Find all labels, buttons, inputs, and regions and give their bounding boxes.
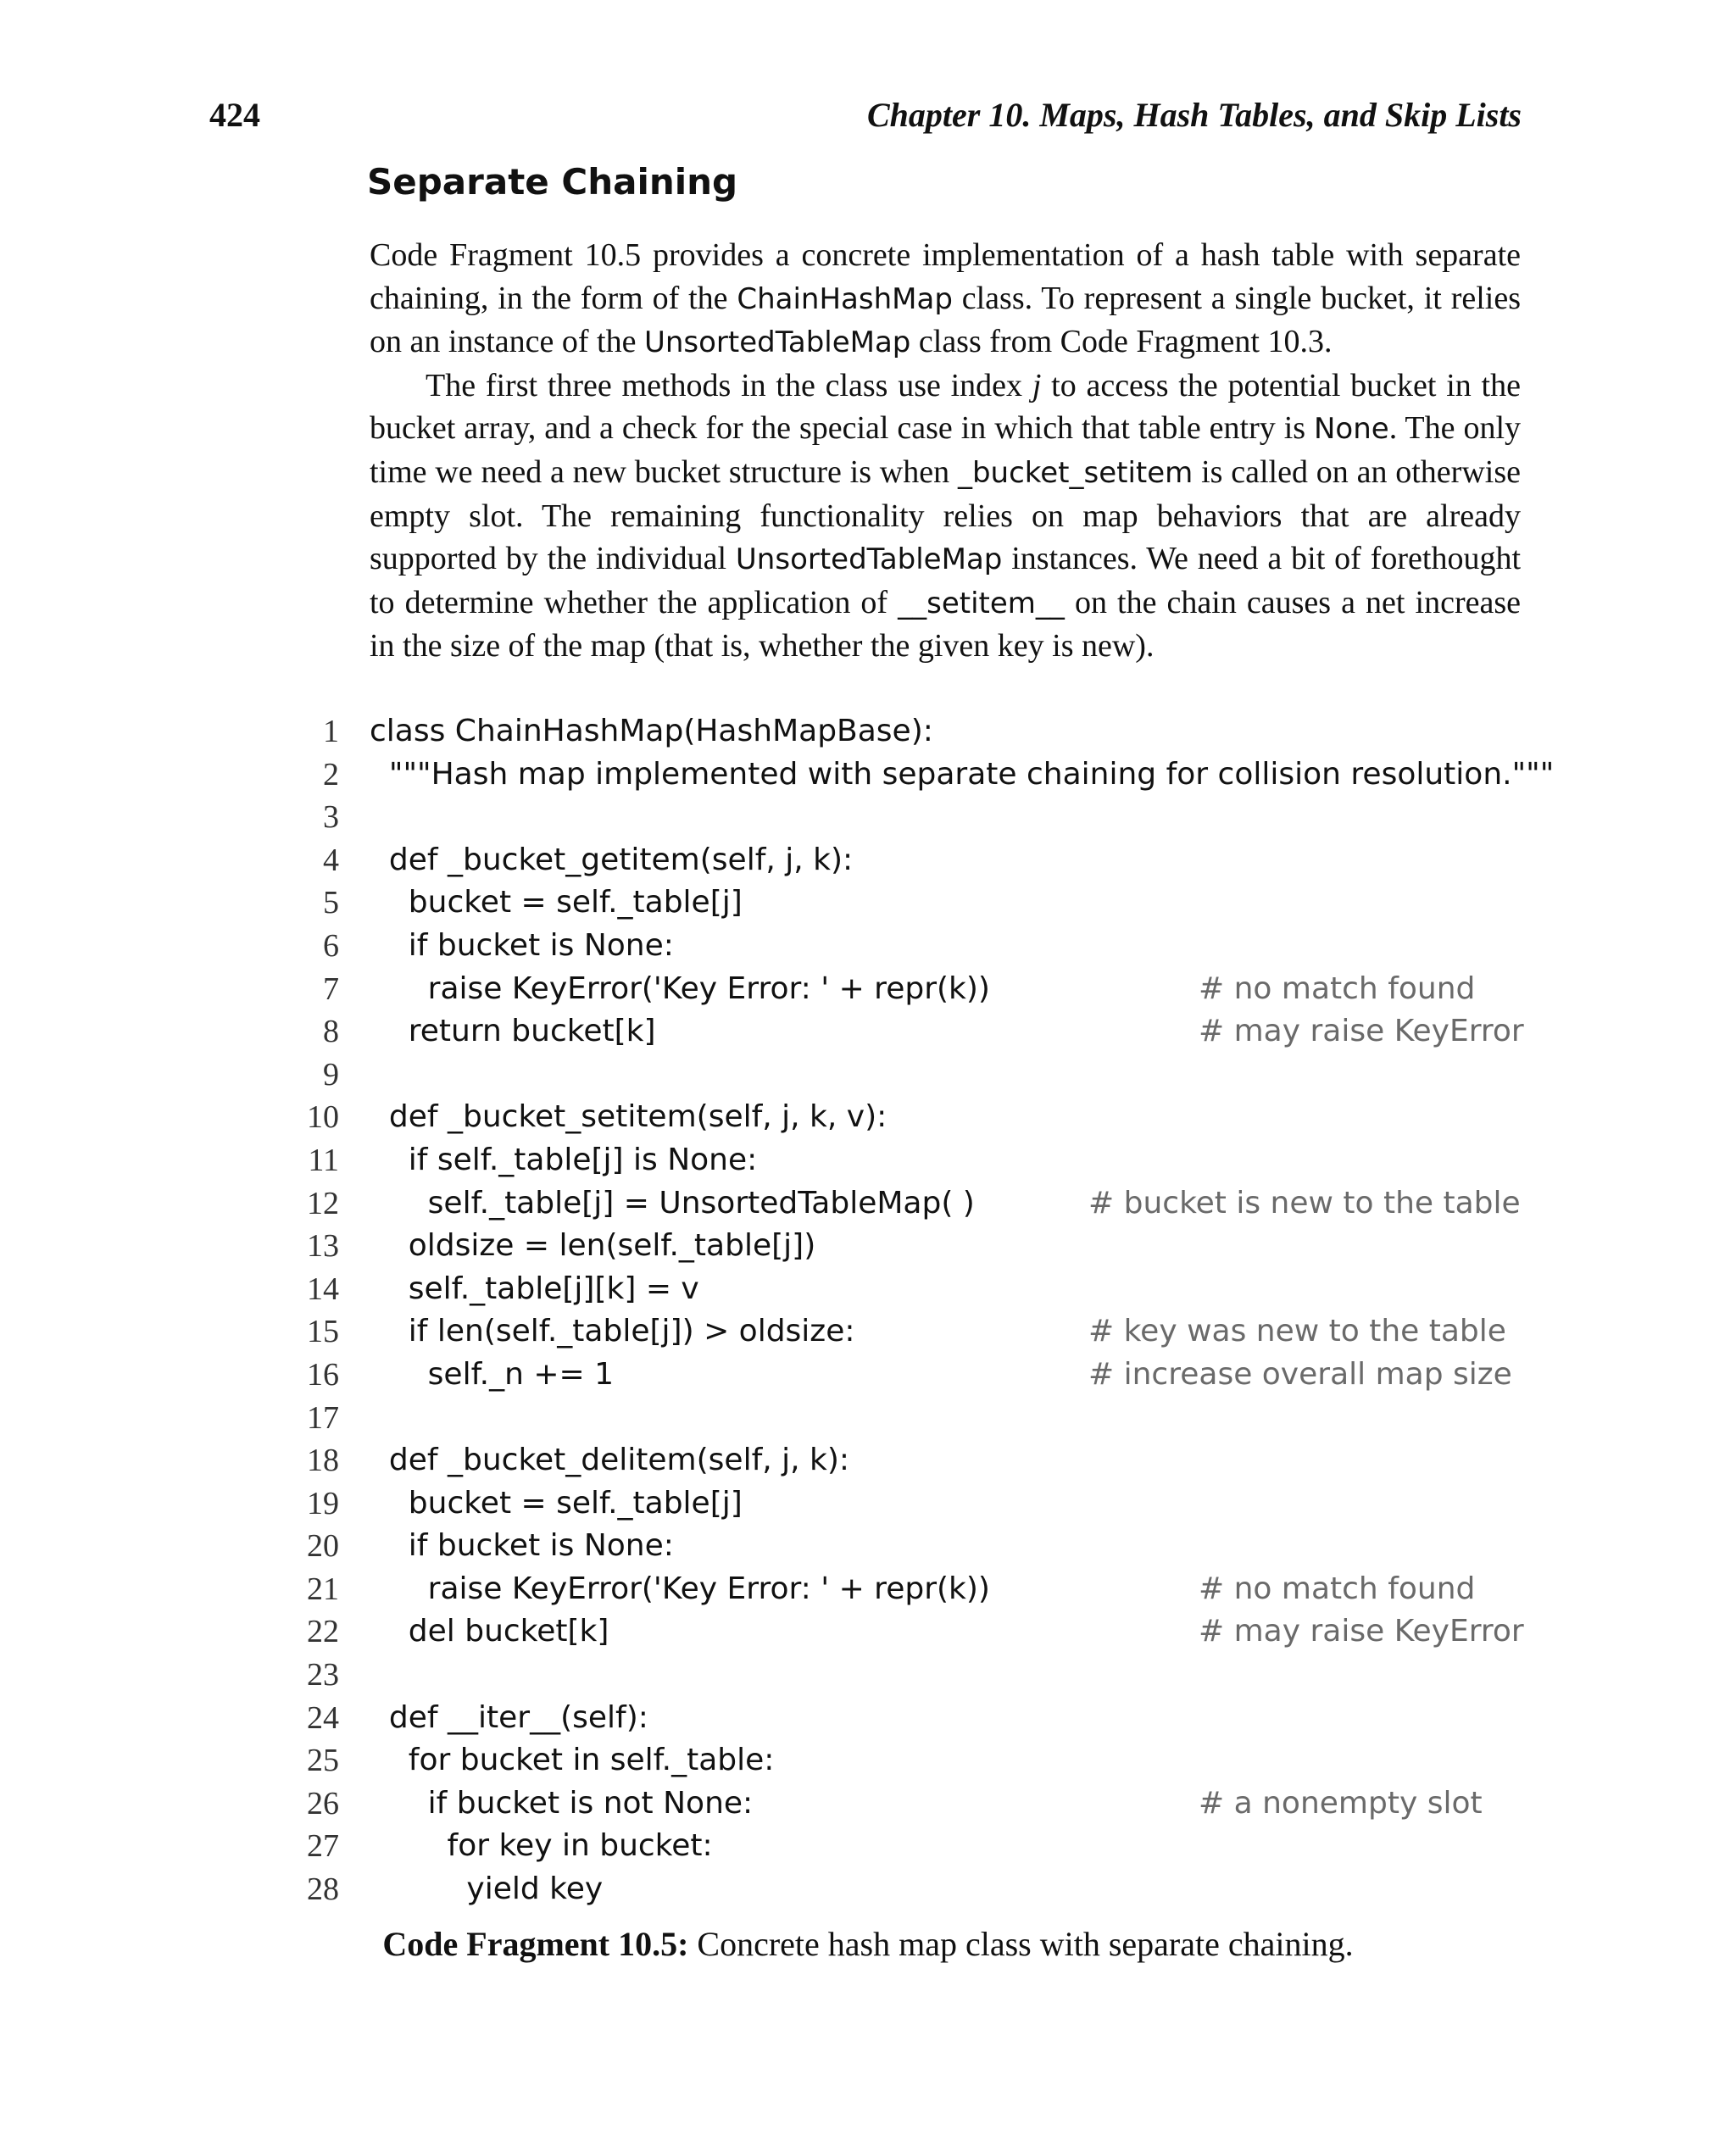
line-number: 24 <box>307 1699 339 1736</box>
code-line <box>288 839 1526 882</box>
code-comment: # a nonempty slot <box>1199 1785 1483 1821</box>
line-number: 13 <box>307 1228 339 1265</box>
code-line <box>288 1182 1526 1226</box>
code-line <box>288 1354 1526 1397</box>
code-line <box>288 754 1555 797</box>
code-line <box>288 1268 1526 1311</box>
code-caption <box>0 1924 1736 1964</box>
line-number: 4 <box>323 842 339 878</box>
code-line <box>288 1739 1526 1782</box>
line-number: 21 <box>307 1571 339 1607</box>
code-text: bucket = self._table[j] <box>370 885 743 920</box>
code-comment: # no match found <box>1199 1571 1476 1606</box>
code-text: if self._table[j] is None: <box>370 1142 758 1177</box>
code-line <box>288 1010 1526 1054</box>
code-text: self._table[j][k] = v <box>370 1271 699 1306</box>
code-text: for key in bucket: <box>370 1828 713 1864</box>
code-line <box>288 1397 1526 1440</box>
code-line <box>288 1610 1526 1654</box>
text-span: class from Code Fragment 10.3. <box>910 324 1333 360</box>
body-text <box>370 234 1521 668</box>
line-number: 8 <box>323 1014 339 1050</box>
line-number: 10 <box>307 1099 339 1136</box>
code-text: self._n += 1 <box>370 1356 614 1392</box>
code-term: UnsortedTableMap <box>643 325 911 360</box>
line-number: 11 <box>308 1142 339 1178</box>
line-number: 28 <box>307 1871 339 1908</box>
code-line <box>288 968 1526 1011</box>
line-number: 20 <box>307 1528 339 1565</box>
line-number: 26 <box>307 1785 339 1821</box>
line-number: 25 <box>307 1743 339 1779</box>
text-span: to access the potential bucket in the bucket array, and a check for the special case in which that table entry is <box>370 367 1521 447</box>
line-number: 22 <box>307 1614 339 1650</box>
code-text: for bucket in self._table: <box>370 1743 775 1778</box>
code-text: def _bucket_delitem(self, j, k): <box>370 1443 850 1478</box>
code-listing <box>288 710 1555 1911</box>
text-span: . The only time we need a new bucket structure is when <box>370 410 1522 490</box>
section-title: Separate Chaining <box>367 161 738 203</box>
caption-label: Code Fragment 10.5: <box>382 1925 689 1963</box>
caption-text: Concrete hash map class with separate chaining. <box>688 1925 1354 1963</box>
line-number: 5 <box>323 885 339 921</box>
code-text: oldsize = len(self._table[j]) <box>370 1228 816 1264</box>
code-term: None <box>1313 412 1389 447</box>
code-line <box>288 1825 1526 1868</box>
code-text: raise KeyError('Key Error: ' + repr(k)) <box>370 1571 990 1606</box>
code-text: raise KeyError('Key Error: ' + repr(k)) <box>370 970 990 1006</box>
code-line <box>288 1482 1526 1526</box>
code-text: """Hash map implemented with separate chaining for collision resolution.""" <box>370 756 1555 792</box>
code-line <box>288 1225 1526 1268</box>
line-number: 18 <box>307 1443 339 1479</box>
code-line <box>288 1868 1526 1911</box>
code-line <box>288 1568 1526 1611</box>
paragraph-2 <box>370 364 1521 668</box>
code-text: class ChainHashMap(HashMapBase): <box>370 714 933 748</box>
code-term: ChainHashMap <box>737 281 953 316</box>
text-span: The first three methods in the class use index <box>426 367 1032 403</box>
text-span: class. To represent a single bucket, it relies on an instance of the <box>370 280 1521 360</box>
code-line <box>288 1139 1526 1182</box>
code-line <box>288 1782 1526 1826</box>
code-line <box>288 710 1526 754</box>
page-number: 424 <box>209 96 260 134</box>
line-number: 7 <box>323 970 339 1007</box>
code-text: if bucket is None: <box>370 1528 674 1564</box>
code-line <box>288 1654 1526 1697</box>
code-line <box>288 1439 1526 1482</box>
code-text: return bucket[k] <box>370 1014 656 1049</box>
code-text: if bucket is None: <box>370 927 674 963</box>
code-text: self._table[j] = UnsortedTableMap( ) <box>370 1185 975 1221</box>
code-line <box>288 1054 1526 1097</box>
code-text: bucket = self._table[j] <box>370 1485 743 1521</box>
code-comment: # bucket is new to the table <box>1088 1185 1521 1221</box>
code-comment: # increase overall map size <box>1088 1356 1512 1392</box>
line-number: 14 <box>307 1271 339 1307</box>
line-number: 23 <box>307 1657 339 1693</box>
code-text: if len(self._table[j]) > oldsize: <box>370 1314 855 1349</box>
line-number: 9 <box>323 1056 339 1093</box>
text-span: is called on an otherwise empty slot. The remaining functionality relies on map behaviors that are already supported by the individual <box>370 453 1521 577</box>
code-term: __setitem__ <box>898 586 1065 620</box>
code-text: del bucket[k] <box>370 1614 609 1649</box>
math-var: j <box>1032 367 1042 403</box>
code-line <box>288 925 1526 968</box>
line-number: 16 <box>307 1356 339 1393</box>
line-number: 6 <box>323 927 339 964</box>
line-number: 12 <box>307 1185 339 1221</box>
code-comment: # key was new to the table <box>1088 1314 1506 1349</box>
code-text: def _bucket_getitem(self, j, k): <box>370 842 854 877</box>
code-text: yield key <box>370 1871 604 1907</box>
code-comment: # no match found <box>1199 970 1476 1006</box>
line-number: 27 <box>307 1828 339 1865</box>
code-term: UnsortedTableMap <box>735 542 1003 577</box>
paragraph-1 <box>370 234 1521 364</box>
line-number: 2 <box>323 756 339 792</box>
code-text: if bucket is not None: <box>370 1785 754 1821</box>
code-text: def __iter__(self): <box>370 1699 648 1735</box>
text-span: on the chain causes a net increase in the size of the map (that is, whether the given key is new). <box>370 584 1521 665</box>
code-line <box>288 1697 1526 1740</box>
running-head: Chapter 10. Maps, Hash Tables, and Skip Lists <box>866 96 1522 134</box>
code-comment: # may raise KeyError <box>1199 1014 1524 1049</box>
line-number: 17 <box>307 1399 339 1436</box>
line-number: 3 <box>323 799 339 836</box>
code-text: def _bucket_setitem(self, j, k, v): <box>370 1099 887 1135</box>
line-number: 19 <box>307 1485 339 1521</box>
code-line <box>288 1096 1526 1139</box>
line-number: 1 <box>323 714 339 749</box>
code-line <box>288 1310 1526 1354</box>
line-number: 15 <box>307 1314 339 1350</box>
code-line <box>288 1525 1526 1568</box>
text-span: Code Fragment 10.5 provides a concrete implementation of a hash table with separate chaining, in the form of the <box>370 237 1521 316</box>
code-line <box>288 796 1526 839</box>
text-span: instances. We need a bit of forethought to determine whether the application of <box>370 541 1521 620</box>
code-term: _bucket_setitem <box>957 455 1194 490</box>
code-line <box>288 881 1526 925</box>
code-comment: # may raise KeyError <box>1199 1614 1524 1649</box>
